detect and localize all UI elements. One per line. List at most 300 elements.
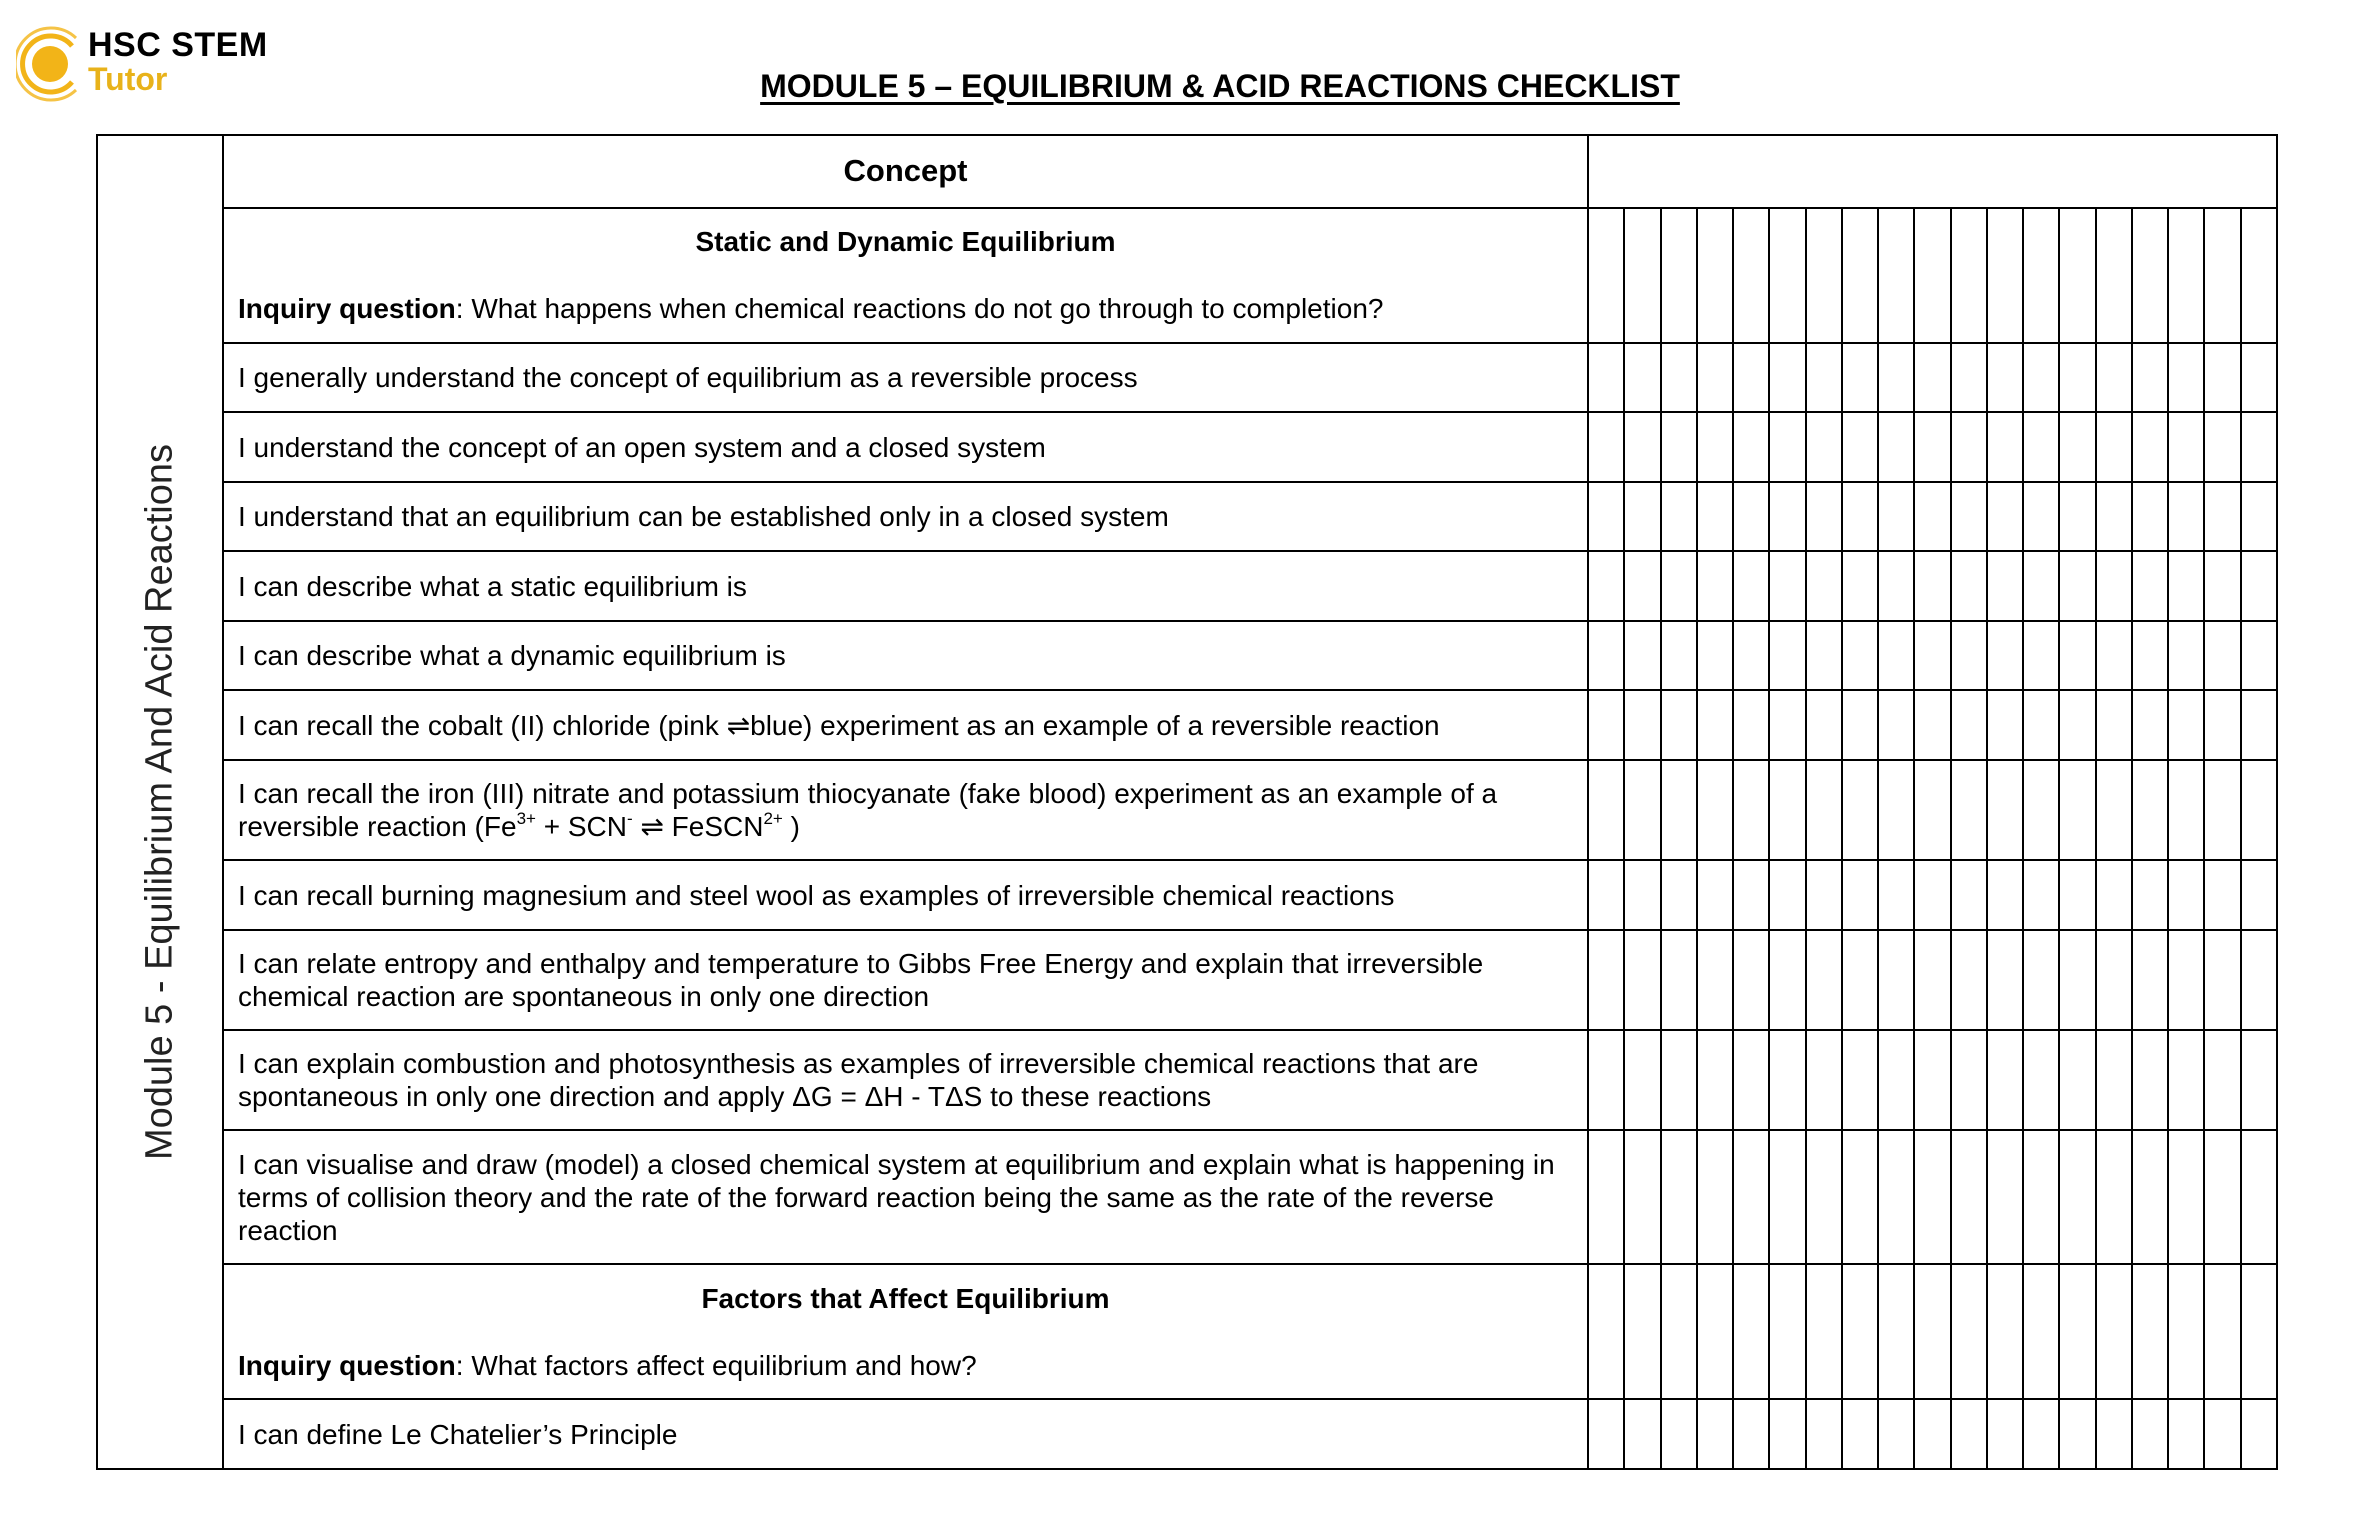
tick-box[interactable] xyxy=(1806,343,1842,413)
tick-box[interactable] xyxy=(1878,690,1914,760)
tick-box[interactable] xyxy=(2241,1264,2278,1399)
checklist-row xyxy=(97,690,2277,760)
tick-box[interactable] xyxy=(1878,343,1914,413)
tick-box[interactable] xyxy=(1697,1264,1733,1399)
tick-box[interactable] xyxy=(2168,621,2204,691)
tick-box[interactable] xyxy=(2132,482,2168,552)
tick-box[interactable] xyxy=(1588,343,1624,413)
checklist-item-label: + SCN xyxy=(535,811,627,843)
tick-box[interactable] xyxy=(2168,482,2204,552)
tick-box[interactable] xyxy=(1806,208,1842,343)
section-heading-cell xyxy=(223,208,1588,343)
tick-box[interactable] xyxy=(2168,1264,2204,1399)
tick-box[interactable] xyxy=(2096,690,2132,760)
checklist-row xyxy=(97,551,2277,621)
tick-box[interactable] xyxy=(1987,1264,2023,1399)
tick-box[interactable] xyxy=(1769,343,1805,413)
tick-box[interactable] xyxy=(1661,1030,1697,1130)
tick-box[interactable] xyxy=(1697,860,1733,930)
tick-box[interactable] xyxy=(1661,860,1697,930)
tick-box[interactable] xyxy=(2132,1130,2168,1264)
checklist-row xyxy=(97,1030,2277,1130)
tick-box[interactable] xyxy=(1951,930,1987,1030)
tick-box[interactable] xyxy=(2096,760,2132,860)
tick-box[interactable] xyxy=(2168,690,2204,760)
ion-charge-superscript: - xyxy=(626,808,633,828)
tick-box[interactable] xyxy=(1987,482,2023,552)
tick-box[interactable] xyxy=(1661,1130,1697,1264)
tick-box[interactable] xyxy=(1987,760,2023,860)
tick-box[interactable] xyxy=(1987,860,2023,930)
tick-box[interactable] xyxy=(1914,1264,1950,1399)
tick-box[interactable] xyxy=(1733,690,1769,760)
tick-box[interactable] xyxy=(1697,208,1733,343)
tick-box[interactable] xyxy=(1878,208,1914,343)
tick-box[interactable] xyxy=(2204,690,2240,760)
tick-box[interactable] xyxy=(1878,1030,1914,1130)
tick-box[interactable] xyxy=(1624,760,1660,860)
tick-box[interactable] xyxy=(1624,343,1660,413)
tick-box[interactable] xyxy=(1697,551,1733,621)
tick-box[interactable] xyxy=(2023,860,2059,930)
tick-box[interactable] xyxy=(1588,690,1624,760)
tick-box[interactable] xyxy=(1806,1399,1842,1469)
tick-box[interactable] xyxy=(2023,1030,2059,1130)
tick-box[interactable] xyxy=(2059,1130,2095,1264)
tick-box[interactable] xyxy=(1987,1030,2023,1130)
tick-box[interactable] xyxy=(1733,621,1769,691)
tick-box[interactable] xyxy=(1697,1399,1733,1469)
tick-box[interactable] xyxy=(1806,482,1842,552)
tick-box[interactable] xyxy=(2132,930,2168,1030)
tick-box[interactable] xyxy=(2059,551,2095,621)
tick-box[interactable] xyxy=(1914,690,1950,760)
tick-box[interactable] xyxy=(1878,1130,1914,1264)
tick-box[interactable] xyxy=(1951,551,1987,621)
tick-box[interactable] xyxy=(1588,621,1624,691)
tick-box[interactable] xyxy=(1878,760,1914,860)
tick-box[interactable] xyxy=(1842,621,1878,691)
tick-box[interactable] xyxy=(1661,690,1697,760)
tick-box[interactable] xyxy=(1806,760,1842,860)
checklist-item-text xyxy=(223,551,1588,621)
tick-box[interactable] xyxy=(2132,343,2168,413)
tick-box[interactable] xyxy=(1769,621,1805,691)
tick-box[interactable] xyxy=(2132,1264,2168,1399)
tick-box[interactable] xyxy=(2168,551,2204,621)
tick-box[interactable] xyxy=(1842,551,1878,621)
tick-box[interactable] xyxy=(2059,412,2095,482)
tick-box[interactable] xyxy=(1697,482,1733,552)
tick-box[interactable] xyxy=(1951,343,1987,413)
tick-box[interactable] xyxy=(1914,860,1950,930)
tick-box[interactable] xyxy=(1878,621,1914,691)
tick-box[interactable] xyxy=(1733,343,1769,413)
tick-box[interactable] xyxy=(2204,1130,2240,1264)
tick-box[interactable] xyxy=(1951,412,1987,482)
checklist-item-label: I can describe what a static equilibrium is xyxy=(238,570,747,602)
tick-box[interactable] xyxy=(1733,1030,1769,1130)
tick-box[interactable] xyxy=(2023,208,2059,343)
tick-box[interactable] xyxy=(1697,621,1733,691)
tick-box[interactable] xyxy=(2023,621,2059,691)
tick-box[interactable] xyxy=(2023,343,2059,413)
checklist-item-label: I understand the concept of an open system and a closed system xyxy=(238,431,1046,463)
tick-box[interactable] xyxy=(1878,412,1914,482)
tick-box[interactable] xyxy=(1624,412,1660,482)
tick-box[interactable] xyxy=(2241,343,2278,413)
tick-box[interactable] xyxy=(2059,760,2095,860)
tick-box[interactable] xyxy=(2059,930,2095,1030)
tick-box[interactable] xyxy=(1842,1264,1878,1399)
checklist-item-text xyxy=(223,343,1588,413)
tick-box[interactable] xyxy=(1661,760,1697,860)
tick-box[interactable] xyxy=(2096,860,2132,930)
tick-box[interactable] xyxy=(1951,482,1987,552)
tick-box[interactable] xyxy=(1806,1130,1842,1264)
tick-box[interactable] xyxy=(2204,412,2240,482)
tick-box[interactable] xyxy=(2168,1030,2204,1130)
tick-box[interactable] xyxy=(2241,760,2278,860)
tick-box[interactable] xyxy=(1951,760,1987,860)
tick-box[interactable] xyxy=(1987,690,2023,760)
tick-box[interactable] xyxy=(1588,760,1624,860)
tick-box[interactable] xyxy=(2204,760,2240,860)
tick-box[interactable] xyxy=(1806,930,1842,1030)
tick-box[interactable] xyxy=(2096,930,2132,1030)
tick-box[interactable] xyxy=(2059,482,2095,552)
tick-box[interactable] xyxy=(2096,208,2132,343)
tick-box[interactable] xyxy=(1661,343,1697,413)
tick-box[interactable] xyxy=(1733,860,1769,930)
tick-box[interactable] xyxy=(2132,1399,2168,1469)
tick-box[interactable] xyxy=(1806,551,1842,621)
tick-box[interactable] xyxy=(1588,412,1624,482)
tick-box[interactable] xyxy=(1951,1264,1987,1399)
tick-box[interactable] xyxy=(1987,930,2023,1030)
tick-box[interactable] xyxy=(1733,1264,1769,1399)
tick-box[interactable] xyxy=(1733,551,1769,621)
tick-box[interactable] xyxy=(2096,1399,2132,1469)
tick-box[interactable] xyxy=(1914,412,1950,482)
section-heading-cell xyxy=(223,1264,1588,1399)
checklist-item-label: I can recall the iron (III) nitrate and potassium thiocyanate (fake blood) experiment as an example of a reversible reaction (Fe xyxy=(238,778,1498,843)
tick-box[interactable] xyxy=(2204,1399,2240,1469)
tick-box[interactable] xyxy=(2204,621,2240,691)
tick-box[interactable] xyxy=(2132,551,2168,621)
tick-box[interactable] xyxy=(2023,1264,2059,1399)
tick-box[interactable] xyxy=(2241,930,2278,1030)
tick-box[interactable] xyxy=(2204,482,2240,552)
tick-box[interactable] xyxy=(1842,760,1878,860)
tick-box[interactable] xyxy=(1769,551,1805,621)
tick-box[interactable] xyxy=(1733,1399,1769,1469)
tick-box[interactable] xyxy=(2168,208,2204,343)
tick-box[interactable] xyxy=(1769,930,1805,1030)
checklist-row xyxy=(97,1130,2277,1264)
tick-box[interactable] xyxy=(1914,208,1950,343)
tick-box[interactable] xyxy=(1588,551,1624,621)
checklist-row xyxy=(97,412,2277,482)
tick-box[interactable] xyxy=(2132,208,2168,343)
tick-box[interactable] xyxy=(1733,760,1769,860)
tick-box[interactable] xyxy=(1697,343,1733,413)
tick-box[interactable] xyxy=(1588,860,1624,930)
tick-box[interactable] xyxy=(2241,690,2278,760)
inquiry-label: Inquiry question xyxy=(238,1349,456,1381)
tick-box[interactable] xyxy=(2132,412,2168,482)
tick-box[interactable] xyxy=(2023,482,2059,552)
tick-box[interactable] xyxy=(2168,412,2204,482)
tick-box[interactable] xyxy=(1624,551,1660,621)
tick-box[interactable] xyxy=(1769,1130,1805,1264)
tick-box[interactable] xyxy=(2204,551,2240,621)
tick-box[interactable] xyxy=(2023,551,2059,621)
tick-box[interactable] xyxy=(2059,343,2095,413)
tick-box[interactable] xyxy=(1914,760,1950,860)
tick-box[interactable] xyxy=(1951,208,1987,343)
tick-box[interactable] xyxy=(1588,482,1624,552)
tick-box[interactable] xyxy=(1661,930,1697,1030)
tick-box[interactable] xyxy=(1987,1130,2023,1264)
tick-box[interactable] xyxy=(1733,482,1769,552)
tick-box[interactable] xyxy=(2096,343,2132,413)
tick-box[interactable] xyxy=(1842,208,1878,343)
tick-box[interactable] xyxy=(1951,1030,1987,1130)
tick-box[interactable] xyxy=(1987,551,2023,621)
tick-box[interactable] xyxy=(1842,930,1878,1030)
tick-box[interactable] xyxy=(2096,482,2132,552)
tick-box[interactable] xyxy=(2168,930,2204,1030)
tick-box[interactable] xyxy=(1987,343,2023,413)
tick-box[interactable] xyxy=(1733,208,1769,343)
tick-box[interactable] xyxy=(1914,621,1950,691)
checklist-item-label: I can describe what a dynamic equilibrium is xyxy=(238,640,786,672)
tick-box[interactable] xyxy=(1878,551,1914,621)
tick-box[interactable] xyxy=(1914,343,1950,413)
checklist-item-label: I can define Le Chatelier’s Principle xyxy=(238,1418,678,1450)
tick-box[interactable] xyxy=(1806,621,1842,691)
tick-box[interactable] xyxy=(1842,690,1878,760)
tick-box[interactable] xyxy=(1914,1130,1950,1264)
tick-box[interactable] xyxy=(2204,1030,2240,1130)
tick-box[interactable] xyxy=(1842,1030,1878,1130)
checklist-item-text xyxy=(223,930,1588,1030)
tick-box[interactable] xyxy=(2096,551,2132,621)
tick-box[interactable] xyxy=(1661,208,1697,343)
checklist-item-text xyxy=(223,621,1588,691)
tick-box[interactable] xyxy=(1733,412,1769,482)
tick-box[interactable] xyxy=(1987,1399,2023,1469)
tick-box[interactable] xyxy=(1661,621,1697,691)
tick-box[interactable] xyxy=(1588,1399,1624,1469)
tick-box[interactable] xyxy=(1842,412,1878,482)
tick-box[interactable] xyxy=(1842,482,1878,552)
tick-box[interactable] xyxy=(1697,930,1733,1030)
tick-box[interactable] xyxy=(1878,1264,1914,1399)
tick-box[interactable] xyxy=(1769,208,1805,343)
tick-box[interactable] xyxy=(1588,1030,1624,1130)
tick-box[interactable] xyxy=(1733,930,1769,1030)
tick-box[interactable] xyxy=(2059,860,2095,930)
tick-box[interactable] xyxy=(1951,621,1987,691)
tick-box[interactable] xyxy=(1806,412,1842,482)
tick-box[interactable] xyxy=(2096,1030,2132,1130)
tick-box[interactable] xyxy=(2023,690,2059,760)
tick-box[interactable] xyxy=(1769,1030,1805,1130)
tick-box[interactable] xyxy=(1733,1130,1769,1264)
tick-box[interactable] xyxy=(1878,1399,1914,1469)
tick-box[interactable] xyxy=(1951,1399,1987,1469)
inquiry-label: Inquiry question xyxy=(238,293,456,325)
tick-box[interactable] xyxy=(2241,1030,2278,1130)
tick-box[interactable] xyxy=(2132,760,2168,860)
tick-box[interactable] xyxy=(2241,482,2278,552)
tick-box[interactable] xyxy=(1769,760,1805,860)
tick-box[interactable] xyxy=(1951,1130,1987,1264)
tick-box[interactable] xyxy=(1697,760,1733,860)
tick-box[interactable] xyxy=(1842,1130,1878,1264)
logo-line2: Tutor xyxy=(88,61,168,97)
tick-box[interactable] xyxy=(2132,860,2168,930)
tick-box[interactable] xyxy=(2168,860,2204,930)
tick-box[interactable] xyxy=(2132,690,2168,760)
tick-box[interactable] xyxy=(1842,1399,1878,1469)
tick-box[interactable] xyxy=(2168,1130,2204,1264)
module-side-label-cell xyxy=(97,135,223,1469)
tick-box[interactable] xyxy=(1914,1399,1950,1469)
tick-box[interactable] xyxy=(2168,343,2204,413)
tick-box[interactable] xyxy=(1697,1130,1733,1264)
tick-box[interactable] xyxy=(1806,1264,1842,1399)
tick-box[interactable] xyxy=(1624,1030,1660,1130)
tick-box[interactable] xyxy=(1661,412,1697,482)
checklist-row xyxy=(97,930,2277,1030)
tick-box[interactable] xyxy=(1588,208,1624,343)
tick-box[interactable] xyxy=(1987,621,2023,691)
tick-box[interactable] xyxy=(2059,1264,2095,1399)
tick-box[interactable] xyxy=(2023,1130,2059,1264)
tick-box[interactable] xyxy=(2241,860,2278,930)
tick-box[interactable] xyxy=(1624,930,1660,1030)
tick-box[interactable] xyxy=(1697,412,1733,482)
checklist-item-text xyxy=(223,1399,1588,1469)
tick-box[interactable] xyxy=(2023,1399,2059,1469)
tick-box[interactable] xyxy=(1624,1399,1660,1469)
tick-box[interactable] xyxy=(1624,1264,1660,1399)
tick-box[interactable] xyxy=(1878,860,1914,930)
tick-box[interactable] xyxy=(1624,208,1660,343)
tick-box[interactable] xyxy=(2096,1130,2132,1264)
tick-box[interactable] xyxy=(2096,1264,2132,1399)
tick-box[interactable] xyxy=(1842,860,1878,930)
tick-box[interactable] xyxy=(2241,1130,2278,1264)
tick-box[interactable] xyxy=(1588,930,1624,1030)
tick-box[interactable] xyxy=(1624,621,1660,691)
tick-box[interactable] xyxy=(2132,1030,2168,1130)
tick-box[interactable] xyxy=(1878,482,1914,552)
tick-box[interactable] xyxy=(1914,482,1950,552)
tick-box[interactable] xyxy=(2059,690,2095,760)
tick-box[interactable] xyxy=(2096,412,2132,482)
checklist-item-label: I can visualise and draw (model) a closed chemical system at equilibrium and explain what is happening in terms of collision theory and the rate of the forward reaction being the same as the rate of the reverse reaction xyxy=(238,1148,1555,1246)
tick-box[interactable] xyxy=(2241,1399,2278,1469)
tick-box[interactable] xyxy=(2204,208,2240,343)
checklist-item-text xyxy=(223,1030,1588,1130)
tick-box[interactable] xyxy=(1588,1264,1624,1399)
tick-box[interactable] xyxy=(2204,930,2240,1030)
tick-box[interactable] xyxy=(2059,621,2095,691)
tick-box[interactable] xyxy=(2241,621,2278,691)
tick-box[interactable] xyxy=(1951,860,1987,930)
tick-box[interactable] xyxy=(1661,482,1697,552)
tick-box[interactable] xyxy=(2204,343,2240,413)
tick-box[interactable] xyxy=(2023,930,2059,1030)
tick-box[interactable] xyxy=(1661,551,1697,621)
tick-box[interactable] xyxy=(1624,860,1660,930)
tick-box[interactable] xyxy=(1769,482,1805,552)
tick-box[interactable] xyxy=(2204,1264,2240,1399)
inquiry-question xyxy=(238,1349,1573,1382)
tick-box[interactable] xyxy=(2096,621,2132,691)
tick-box[interactable] xyxy=(1987,412,2023,482)
tick-box[interactable] xyxy=(1914,930,1950,1030)
tick-box[interactable] xyxy=(2059,1030,2095,1130)
tick-box[interactable] xyxy=(2241,551,2278,621)
inquiry-text: : What factors affect equilibrium and how? xyxy=(455,1349,977,1381)
tick-box[interactable] xyxy=(1806,690,1842,760)
tick-box[interactable] xyxy=(2168,760,2204,860)
tick-box[interactable] xyxy=(1624,482,1660,552)
checklist-item-text xyxy=(223,760,1588,860)
tick-box[interactable] xyxy=(2168,1399,2204,1469)
tick-box[interactable] xyxy=(2204,860,2240,930)
checklist-item-label: I can relate entropy and enthalpy and temperature to Gibbs Free Energy and explain that irreversible chemical reaction are spontaneous in only one direction xyxy=(238,947,1484,1012)
checklist-item-label: ) xyxy=(782,811,800,843)
tick-box[interactable] xyxy=(2059,208,2095,343)
tick-box[interactable] xyxy=(2241,412,2278,482)
tick-box[interactable] xyxy=(1842,343,1878,413)
tick-box[interactable] xyxy=(2023,760,2059,860)
tick-box[interactable] xyxy=(1588,1130,1624,1264)
tick-box[interactable] xyxy=(1914,1030,1950,1130)
tick-box[interactable] xyxy=(2241,208,2278,343)
tick-box[interactable] xyxy=(2023,412,2059,482)
tick-box[interactable] xyxy=(1697,690,1733,760)
tick-box[interactable] xyxy=(2059,1399,2095,1469)
tick-box[interactable] xyxy=(1624,1130,1660,1264)
tick-box[interactable] xyxy=(1951,690,1987,760)
tick-box[interactable] xyxy=(1769,412,1805,482)
tick-box[interactable] xyxy=(1806,860,1842,930)
tick-box[interactable] xyxy=(1806,1030,1842,1130)
tick-box[interactable] xyxy=(1878,930,1914,1030)
tick-box[interactable] xyxy=(1769,690,1805,760)
tick-box[interactable] xyxy=(1769,1264,1805,1399)
tick-box[interactable] xyxy=(1769,1399,1805,1469)
tick-box[interactable] xyxy=(1624,690,1660,760)
tick-box[interactable] xyxy=(1914,551,1950,621)
checklist-item-label: I can recall the cobalt (II) chloride (pink ⇌blue) experiment as an example of a reversible reaction xyxy=(238,709,1440,741)
checklist-item-label: I understand that an equilibrium can be established only in a closed system xyxy=(238,501,1169,533)
tick-box[interactable] xyxy=(1697,1030,1733,1130)
tick-box[interactable] xyxy=(1661,1399,1697,1469)
tick-box[interactable] xyxy=(1769,860,1805,930)
checklist-row xyxy=(97,760,2277,860)
tick-box[interactable] xyxy=(1661,1264,1697,1399)
tick-box[interactable] xyxy=(2132,621,2168,691)
tick-box[interactable] xyxy=(1987,208,2023,343)
